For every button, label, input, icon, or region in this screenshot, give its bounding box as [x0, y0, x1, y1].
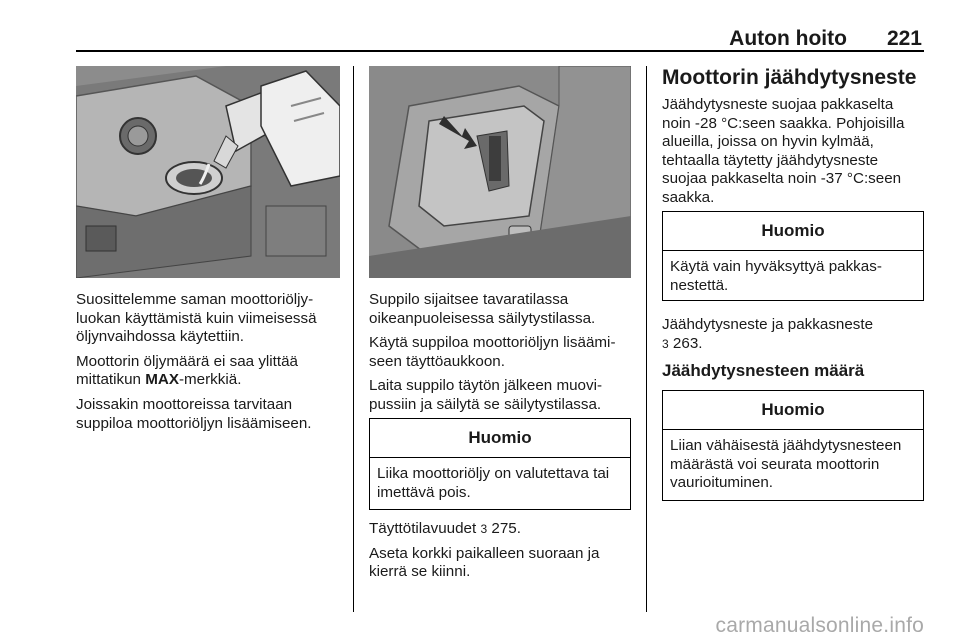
note-box-oil: [369, 418, 631, 510]
engine-oil-illustration: [76, 66, 340, 278]
note-body: Käytä vain hyväksyttyä pakkasnestettä.: [670, 258, 882, 294]
column-divider-2: [646, 66, 647, 612]
paragraph: Joissakin moottoreissa tarvitaan suppiloa moottoriöljyn lisäämiseen.: [76, 395, 312, 432]
max-mark: MAX: [145, 371, 179, 389]
paragraph: Laita suppilo täytön jälkeen muovipussiin ja säilytä se säilytystilassa.: [369, 377, 603, 413]
trunk-funnel-illustration: [369, 66, 631, 278]
right-column-intro: Jäähdytysneste suojaa pakkaselta noin -28 °C:seen saakka. Pohjoisilla alueilla, joissa on hyvin kylmää, tehtaalla täytetty jäähdytysneste suojaa pakkaselta noin -37 °C:seen saakka.: [662, 96, 905, 206]
page-reference-icon: 3: [662, 336, 669, 351]
header-rule: [76, 50, 924, 52]
note-title: Huomio: [663, 212, 923, 251]
note-body: Liika moottoriöljy on valutettava tai imettävä pois.: [377, 465, 610, 501]
paragraph-max: Moottorin öljymäärä ei saa ylittää mittatikun MAX-merkkiä.: [76, 352, 299, 389]
middle-column-text-lower: [369, 520, 635, 588]
note-box-coolant-level: [662, 390, 924, 501]
paragraph: Suppilo sijaitsee tavaratilassa oikeanpuoleisessa säilytystilassa.: [369, 291, 596, 327]
column-divider-1: [353, 66, 354, 612]
paragraph: Suosittelemme saman moottoriöljyluokan käyttämistä kuin viimeisessä öljynvaihdossa käytettiin.: [76, 291, 317, 346]
right-column-reference: [662, 316, 924, 353]
note-box-antifreeze: [662, 211, 924, 301]
watermark: carmanualsonline.info: [715, 614, 924, 637]
reference-paragraph: Täyttötilavuudet 3 275.: [369, 520, 521, 537]
note-body: Liian vähäisestä jäähdytysnesteen määrästä voi seurata moottorin vaurioituminen.: [670, 437, 902, 492]
section-title: Moottorin jäähdytysneste: [662, 66, 917, 89]
section-name: Auton hoito: [729, 27, 847, 50]
left-column-text: [76, 291, 344, 439]
reference-paragraph: Jäähdytysneste ja pakkasneste 3 263.: [662, 316, 874, 352]
page-reference-icon: 3: [480, 522, 488, 536]
page-header: [729, 27, 922, 57]
note-title: Huomio: [663, 391, 923, 430]
page-number: 221: [886, 27, 922, 50]
note-title: Huomio: [370, 419, 630, 458]
subsection-title: Jäähdytysnesteen määrä: [662, 361, 865, 380]
paragraph: Aseta korkki paikalleen suoraan ja kierrä se kiinni.: [369, 544, 600, 581]
paragraph: Käytä suppiloa moottoriöljyn lisäämiseen täyttöaukkoon.: [369, 334, 616, 370]
middle-column-text: [369, 291, 635, 421]
